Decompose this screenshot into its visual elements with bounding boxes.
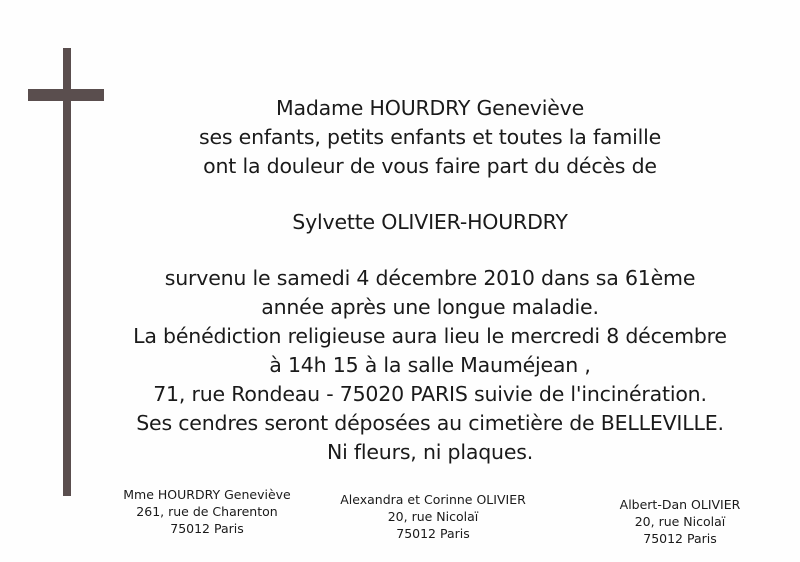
address-street: 20, rue Nicolaï [387, 509, 479, 524]
body-line: survenu le samedi 4 décembre 2010 dans sa 61ème [164, 266, 696, 290]
intro-line: ses enfants, petits enfants et toutes la famille [198, 125, 662, 149]
address-name: Alexandra et Corinne OLIVIER [340, 492, 526, 507]
cross-icon-crossbar [28, 89, 104, 101]
body-line: à 14h 15 à la salle Mauméjean , [269, 353, 591, 377]
address-name: Mme HOURDRY Geneviève [123, 487, 291, 502]
address-city: 75012 Paris [170, 521, 244, 536]
deceased-name-block [110, 208, 750, 237]
intro-line: ont la douleur de vous faire part du décès de [203, 154, 657, 178]
announcement-intro [110, 94, 750, 181]
family-address [112, 486, 302, 537]
address-name: Albert-Dan OLIVIER [619, 497, 741, 512]
announcement-body [110, 264, 750, 467]
cross-icon [63, 48, 71, 496]
intro-line: Madame HOURDRY Geneviève [276, 96, 584, 120]
family-address [338, 491, 528, 542]
family-address [590, 496, 770, 547]
deceased-name: Sylvette OLIVIER-HOURDRY [292, 210, 568, 234]
address-city: 75012 Paris [396, 526, 470, 541]
address-street: 20, rue Nicolaï [634, 514, 726, 529]
body-line: année après une longue maladie. [261, 295, 599, 319]
body-line: 71, rue Rondeau - 75020 PARIS suivie de l'incinération. [153, 382, 707, 406]
body-line: Ses cendres seront déposées au cimetière de BELLEVILLE. [136, 411, 724, 435]
address-city: 75012 Paris [643, 531, 717, 546]
body-line: La bénédiction religieuse aura lieu le mercredi 8 décembre [133, 324, 727, 348]
address-street: 261, rue de Charenton [136, 504, 278, 519]
body-line: Ni fleurs, ni plaques. [326, 440, 534, 464]
